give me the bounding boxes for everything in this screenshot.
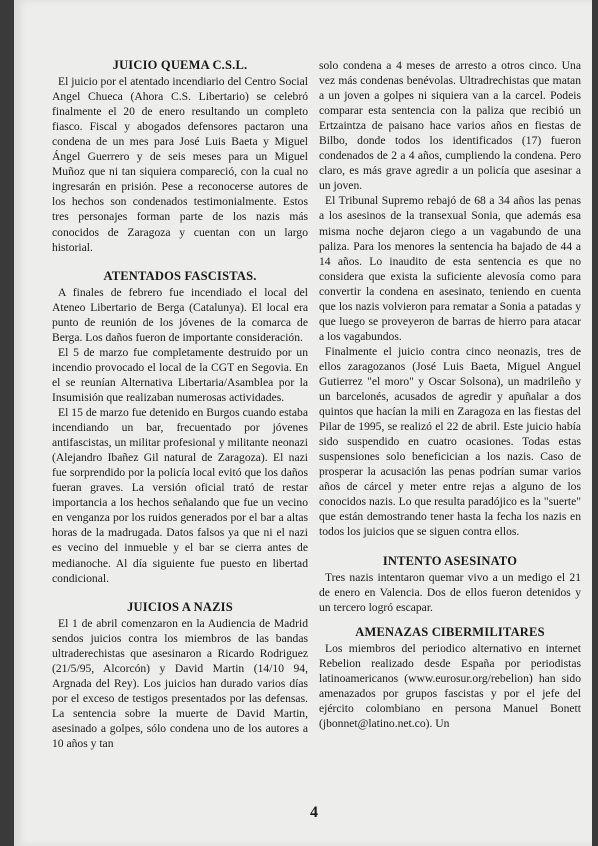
heading-amenazas-cibermilitares: AMENAZAS CIBERMILITARES <box>355 624 545 639</box>
document-page <box>14 0 592 846</box>
paragraph: A finales de febrero fue incendiado el local del Ateneo Libertario de Berga (Catalunya). El local era punto de reunión de los jóvenes de la comarca de Berga. Los daños fueron de importante consideración. <box>52 285 308 344</box>
paragraph: Finalmente el juicio contra cinco neonazis, tres de ellos zaragozanos (José Luis Baeta, Miguel Anguel Gutierrez "el moro" y Oscar Solsona), un madrileño y un barcelonés, acusados de agredir y apuñalar a dos quintos que hacían la mili en Zaragoza en las fiestas del Pilar de 1995, se realizó el 22 de abril. Este juicio había sido suspendido en cuatro ocasiones. Todas estas suspensiones solo beneficician a los nazis. Caso de prosperar la acusación las penas podrían sumar varios años de cárcel y meter entre rejas a alguno de los conocidos nazis. Lo que resulta paradójico es la "suerte" que están demostrando tener hasta la fecha los nazis en todos los juicios que se siguen contra ellos. <box>319 344 581 539</box>
paragraph: solo condena a 4 meses de arresto a otros cinco. Una vez más condenas benévolas. Ultradrechistas que matan a un joven a golpes ni siquiera van a la carcel. Podeis comparar esta sentencia con la paliza que recibió un Ertzaintza de paisano hace varios años en fiestas de Bilbo, donde todos los identificados (17) fueron condenados de 2 a 4 años, cumpliendo la condena. Pero claro, es más grave agredir a un policía que asesinar a un joven. <box>319 59 581 193</box>
page-number: 4 <box>310 804 318 821</box>
heading-juicios-a-nazis: JUICIOS A NAZIS <box>127 599 233 614</box>
heading-juicio-quema: JUICIO QUEMA C.S.L. <box>112 58 248 72</box>
heading-intento-asesinato: INTENTO ASESINATO <box>382 553 518 568</box>
paragraph: Tres nazis intentaron quemar vivo a un medigo el 21 de enero en Valencia. Dos de ellos fueron detenidos y un tercero logró escapar. <box>319 570 581 614</box>
paragraph: Los miembros del periodico alternativo en internet Rebelion realizado desde España por periodistas latinoamericanos (www.eurosur.org/rebelion) han sido amenazados por grupos fascistas y por el jefe del ejército colombiano en persona Manuel Bonett (jbonnet@latino.net.co). Un <box>319 641 581 730</box>
paragraph: El 15 de marzo fue detenido en Burgos cuando estaba incendiando un bar, frecuentado por jóvenes antifascistas, un militar profesional y militante neonazi (Alejandro Ibañez Gil natural de Zaragoza). El nazi fue sorprendido por la policía local evitó que los daños fueran graves. La versión oficial trató de restar importancia a los hechos señalando que fue un vecino en venganza por los ruidos generados por el bar a altas horas de la madrugada. Datos falsos ya que ni el nazi es vecino del inmueble y el bar se cierra antes de medianoche. Al día siguiente fue puesto en libertad condicional. <box>52 406 308 585</box>
left-column <box>52 58 308 751</box>
paragraph: El Tribunal Supremo rebajó de 68 a 34 años las penas a los asesinos de la transexual Sonia, que además esa misma noche dejaron ciego a un vagabundo de una paliza. Para los menores la sentencia ha bajado de 44 a 14 años. Lo inaudito de esta sentencia es que no considera que exista la suficiente alevosía como para convertir la condena en asesinato, teniendo en cuenta que los nazis volvieron para rematar a Sonia a patadas y que luego se proveyeron de barras de hierro para atacar a los vagabundos. <box>319 194 581 343</box>
paragraph: El 1 de abril comenzaron en la Audiencia de Madrid sendos juicios contra los miembros de las bandas ultraderechistas que asesinaron a Ricardo Rodriguez (21/5/95, Alcorcón) y David Martin (14/10 94, Argnada del Rey). Los juicios han durado varios días por el exceso de testigos presentados por las defensas. La sentencia sobre la muerte de David Martin, asesinado a golpes, sólo condena uno de los autores a 10 años y tan <box>52 616 308 751</box>
paragraph: El 5 de marzo fue completamente destruido por un incendio provocado el local de la CGT en Segovia. En el se reunían Alternativa Libertaria/Asamblea por la Insumisión que realizaban numerosas actividades. <box>52 345 308 404</box>
paragraph: El juicio por el atentado incendiario del Centro Social Angel Chueca (Ahora C.S. Libertario) se celebró finalmente el 20 de enero resultando un completo fiasco. Fiscal y abogados defensores pactaron una condena de un mes para José Luis Baeta y Miguel Ángel Guerrero y de seis meses para un Miguel Muñoz que ni tan siquiera compareció, con la cual no ingresarán en prisión. Pese a reconocerse autores de los hechos son condenados testimonialmente. Estos tres personajes forman parte de los nazis más conocidos de Zaragoza y cuentan con un largo historial. <box>52 75 308 254</box>
right-column <box>319 58 581 731</box>
heading-atentados-fascistas: ATENTADOS FASCISTAS. <box>103 268 257 283</box>
